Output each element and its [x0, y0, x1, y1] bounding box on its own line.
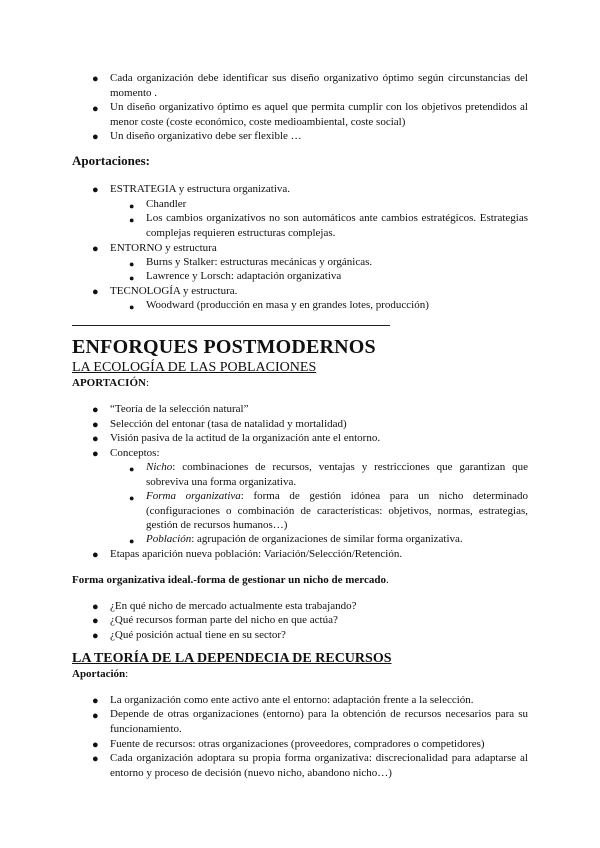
list-item: Un diseño organizativo óptimo es aquel que permita cumplir con los objetivos pretendidos al menor coste (coste económico, coste medioambiental, coste social): [110, 101, 528, 128]
bullet: ●: [129, 302, 135, 312]
bullet: ●: [92, 739, 99, 751]
bullet: ●: [129, 493, 135, 503]
list-item: TECNOLOGÍA y estructura.: [110, 285, 238, 297]
list-item: Cada organización adoptara su propia forma organizativa: discrecionalidad para adaptarse al entorno y proceso de decisión (nuevo nicho, abandono nicho…): [110, 752, 528, 779]
list-item: Un diseño organizativo debe ser flexible …: [110, 130, 302, 142]
bullet: ●: [92, 615, 99, 627]
question-item: ¿Qué posición actual tiene en su sector?: [110, 629, 286, 641]
sub-list-item: Woodward (producción en masa y en grandes lotes, producción): [146, 299, 429, 311]
horizontal-rule: [72, 325, 390, 326]
bullet: ●: [129, 201, 135, 211]
bullet: ●: [129, 536, 135, 546]
aportacion-label: APORTACIÓN:: [72, 377, 150, 389]
bullet: ●: [92, 753, 99, 765]
forma-organizativa-title: Forma organizativa ideal.-forma de gestionar un nicho de mercado.: [72, 574, 389, 586]
sub-list-item: Los cambios organizativos no son automáticos ante cambios estratégicos. Estrategias complejas requieren estructuras complejas.: [146, 212, 528, 239]
sub-list-item: Lawrence y Lorsch: adaptación organizativa: [146, 270, 342, 282]
bullet: ●: [129, 273, 135, 283]
aportacion-label: Aportación:: [72, 668, 129, 680]
concept-item: Nicho: combinaciones de recursos, ventajas y restricciones que garantizan que sobreviva una forma organizativa.: [146, 461, 528, 488]
concept-item: Forma organizativa: forma de gestión idónea para un nicho determinado (configuraciones o combinación de características: objetivos, normas, estrategias, gestión de recursos humanos…): [146, 490, 528, 531]
bullet: ●: [92, 419, 99, 431]
section-heading-ecologia: LA ECOLOGÍA DE LAS POBLACIONES: [72, 360, 317, 375]
bullet: ●: [92, 184, 99, 196]
question-item: ¿Qué recursos forman parte del nicho en que actúa?: [110, 614, 338, 626]
bullet: ●: [92, 601, 99, 613]
sub-list-item: Chandler: [146, 198, 187, 210]
list-item: Fuente de recursos: otras organizaciones (proveedores, compradores o competidores): [110, 738, 485, 750]
list-item: ESTRATEGIA y estructura organizativa.: [110, 183, 291, 195]
bullet: ●: [92, 404, 99, 416]
bullet: ●: [92, 448, 99, 460]
question-item: ¿En qué nicho de mercado actualmente esta trabajando?: [110, 600, 357, 612]
concept-item: Población: agrupación de organizaciones de similar forma organizativa.: [146, 533, 463, 545]
bullet: ●: [92, 630, 99, 642]
list-item: “Teoría de la selección natural”: [110, 403, 249, 415]
bullet: ●: [92, 103, 99, 115]
bullet: ●: [92, 710, 99, 722]
page-title: ENFORQUES POSTMODERNOS: [72, 336, 376, 358]
list-item: La organización como ente activo ante el entorno: adaptación frente a la selección.: [110, 694, 474, 706]
list-item: Selección del entonar (tasa de natalidad y mortalidad): [110, 418, 347, 430]
list-item: Visión pasiva de la actitud de la organización ante el entorno.: [110, 432, 381, 444]
bullet: ●: [129, 215, 135, 225]
section-heading-dependencia: LA TEORÍA DE LA DEPENDECIA DE RECURSOS: [72, 651, 392, 666]
bullet: ●: [129, 259, 135, 269]
list-item: Etapas aparición nueva población: Variación/Selección/Retención.: [110, 548, 403, 560]
bullet: ●: [92, 695, 99, 707]
bullet: ●: [92, 286, 99, 298]
list-item: ENTORNO y estructura: [110, 242, 217, 254]
bullet: ●: [92, 433, 99, 445]
bullet: ●: [92, 131, 99, 143]
bullet: ●: [92, 549, 99, 561]
list-item: Conceptos:: [110, 447, 160, 459]
sub-list-item: Burns y Stalker: estructuras mecánicas y orgánicas.: [146, 256, 373, 268]
bullet: ●: [92, 243, 99, 255]
list-item: Depende de otras organizaciones (entorno) para la obtención de recursos necesarios para su funcionamiento.: [110, 708, 528, 735]
bullet: ●: [92, 73, 99, 85]
bullet: ●: [129, 464, 135, 474]
list-item: Cada organización debe identificar sus diseño organizativo óptimo según circunstancias del momento .: [110, 72, 528, 99]
section-heading-aportaciones: Aportaciones:: [72, 153, 150, 168]
